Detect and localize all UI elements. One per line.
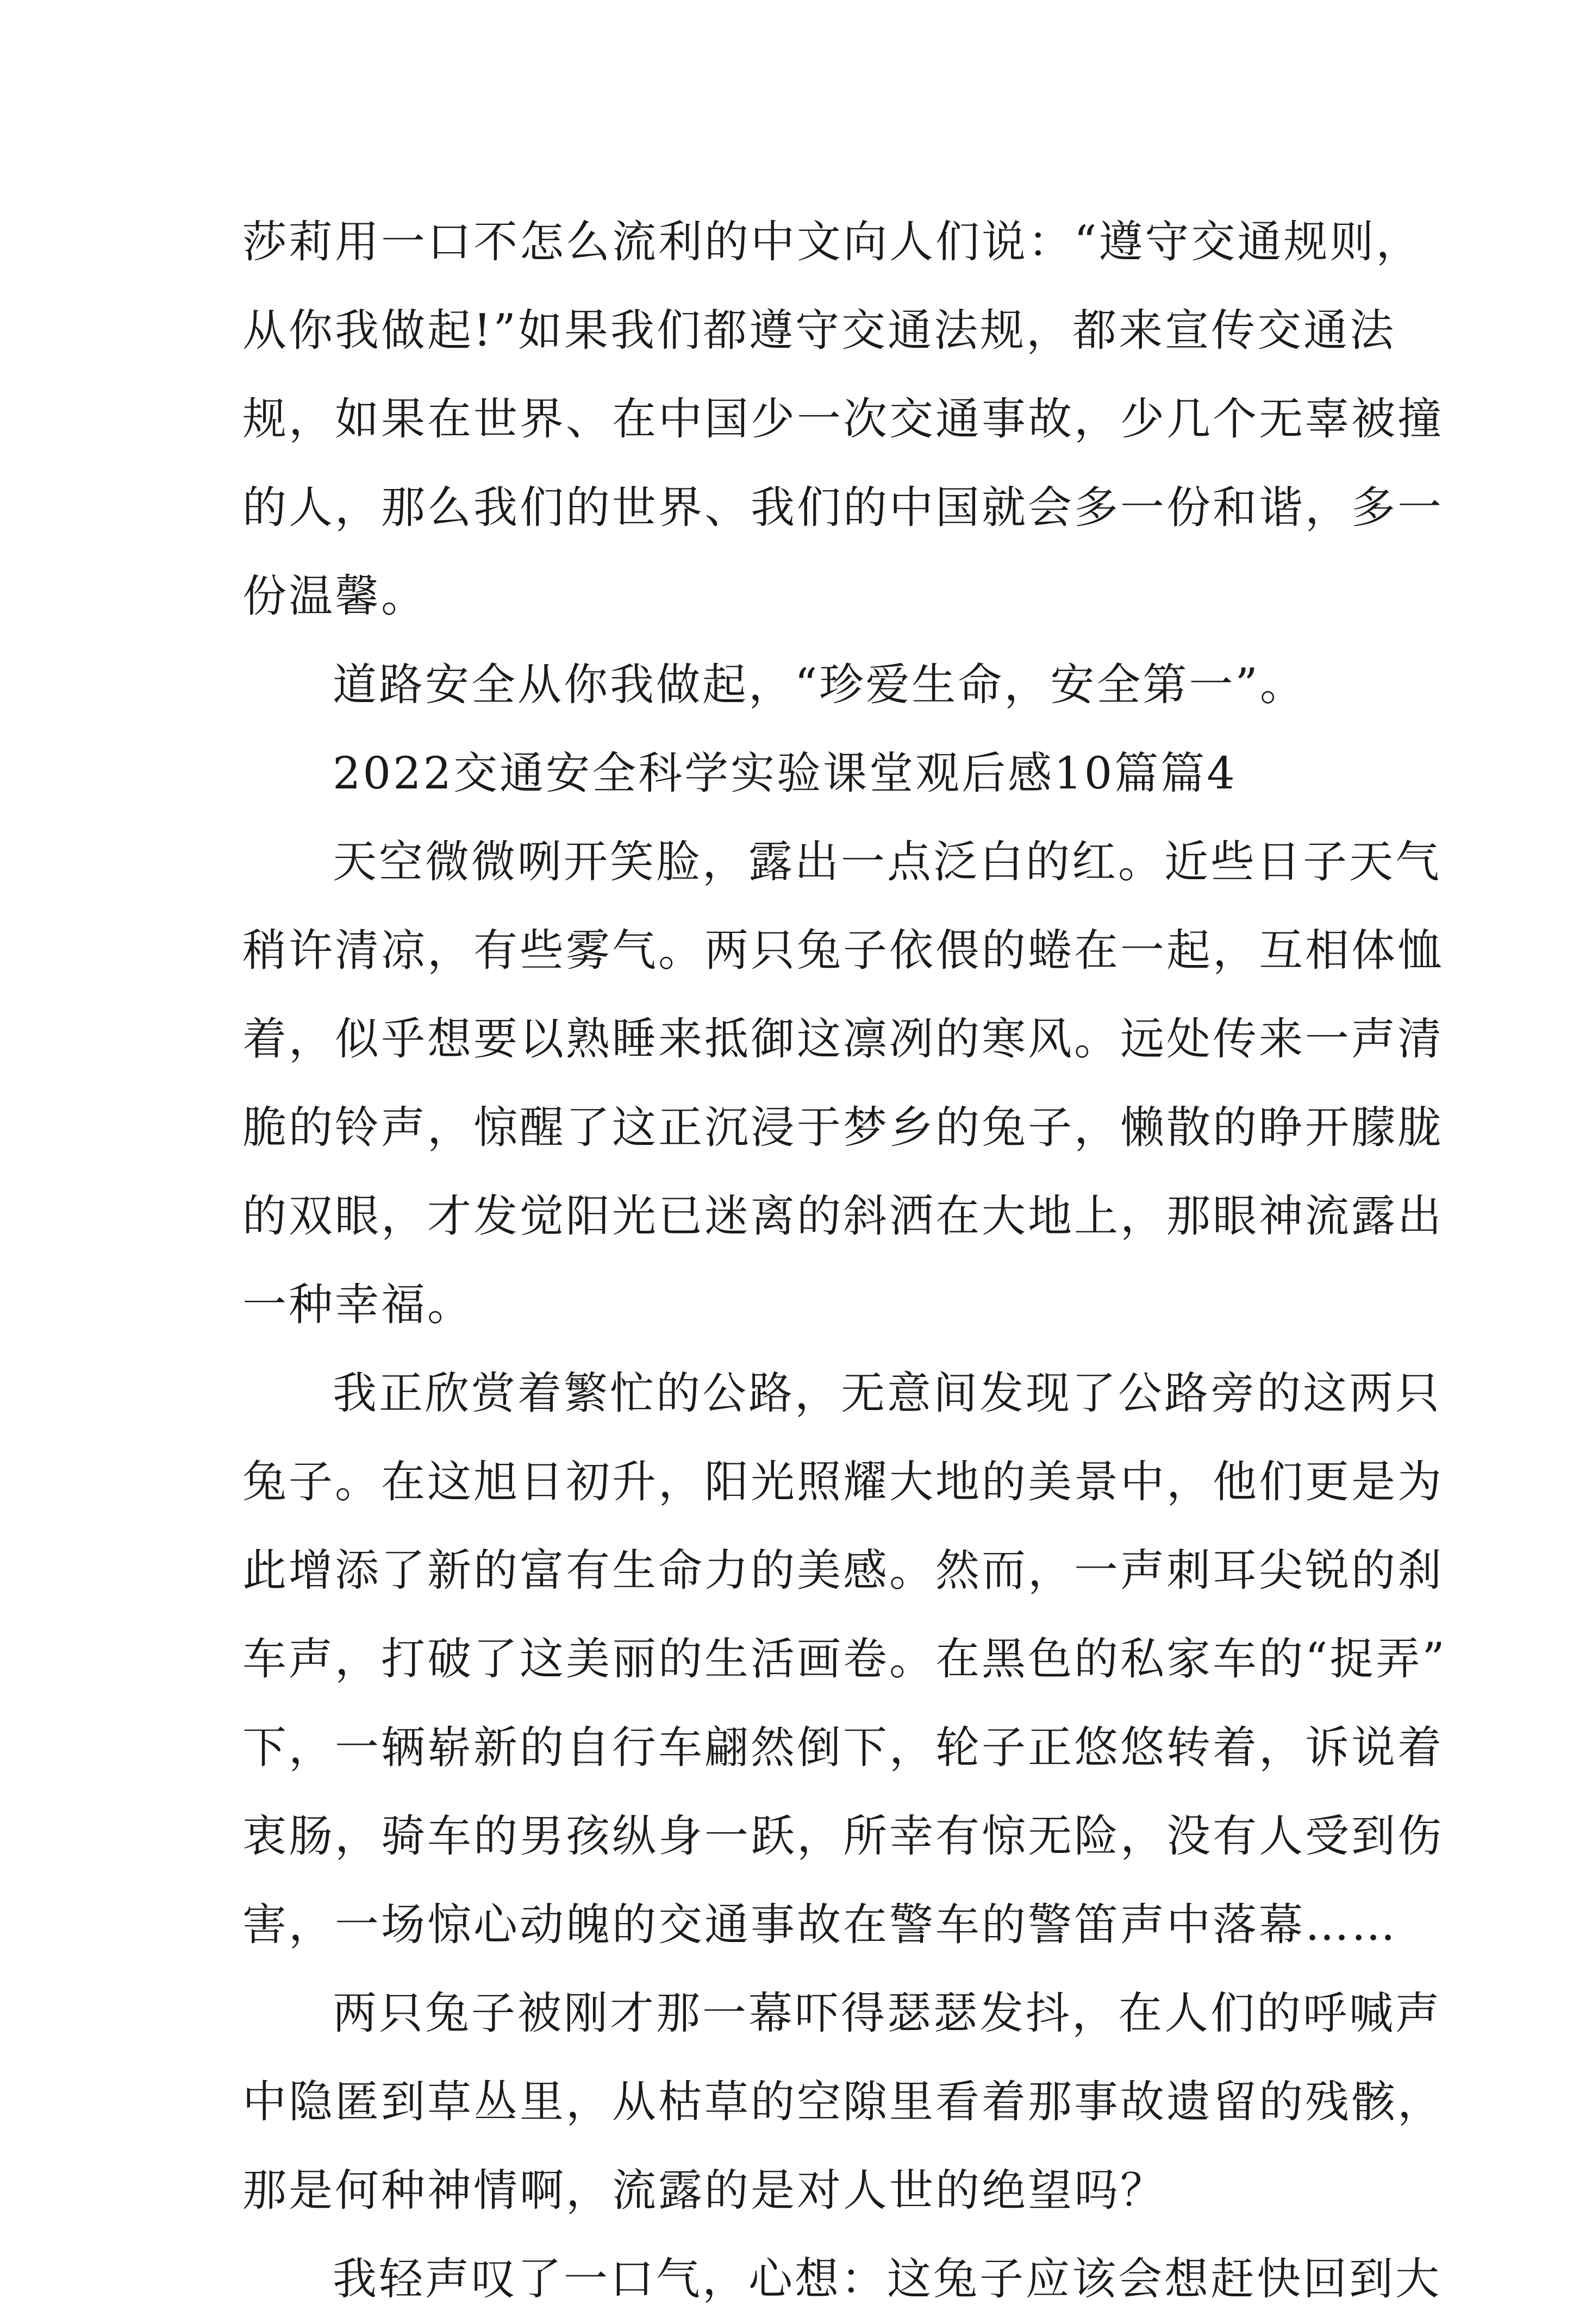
text-line: 衷肠，骑车的男孩纵身一跃，所幸有惊无险，没有人受到伤: [242, 1811, 1444, 1862]
section-heading: 2022交通安全科学实验课堂观后感10篇篇4: [333, 748, 1237, 799]
text-line: 莎莉用一口不怎么流利的中文向人们说：“遵守交通规则，: [242, 217, 1422, 268]
text-line: 下，一辆崭新的自行车翩然倒下，轮子正悠悠转着，诉说着: [242, 1722, 1444, 1774]
text-line: 从你我做起!”如果我们都遵守交通法规，都来宣传交通法: [242, 305, 1396, 356]
text-line: 我正欣赏着繁忙的公路，无意间发现了公路旁的这两只: [333, 1368, 1442, 1419]
text-line: 一种幸福。: [242, 1280, 474, 1331]
text-line: 此增添了新的富有生命力的美感。然而，一声刺耳尖锐的刹: [242, 1545, 1444, 1596]
text-line: 份温馨。: [242, 571, 428, 622]
document-body: [242, 198, 1447, 2324]
text-line: 两只兔子被刚才那一幕吓得瑟瑟发抖，在人们的呼喊声: [333, 1988, 1442, 2039]
text-line: 我轻声叹了一口气，心想：这兔子应该会想赶快回到大: [333, 2254, 1442, 2305]
text-line: 脆的铃声，惊醒了这正沉浸于梦乡的兔子，懒散的睁开朦胧: [242, 1103, 1444, 1154]
text-line: 的双眼，才发觉阳光已迷离的斜洒在大地上，那眼神流露出: [242, 1191, 1444, 1242]
text-line: 中隐匿到草丛里，从枯草的空隙里看着那事故遗留的残骸，: [242, 2077, 1444, 2128]
text-line: 害，一场惊心动魄的交通事故在警车的警笛声中落幕……: [242, 1900, 1398, 1951]
text-line: 的人，那么我们的世界、我们的中国就会多一份和谐，多一: [242, 483, 1444, 534]
text-line: 规，如果在世界、在中国少一次交通事故，少几个无辜被撞: [242, 394, 1444, 445]
text-line: 兔子。在这旭日初升，阳光照耀大地的美景中，他们更是为: [242, 1457, 1444, 1508]
text-line: 道路安全从你我做起，“珍爱生命，安全第一”。: [333, 660, 1306, 711]
text-line: 车声，打破了这美丽的生活画卷。在黑色的私家车的“捉弄”: [242, 1634, 1447, 1685]
text-line: 天空微微咧开笑脸，露出一点泛白的红。近些日子天气: [333, 837, 1442, 888]
text-line: 稍许清凉，有些雾气。两只兔子依偎的蜷在一起，互相体恤: [242, 925, 1444, 976]
text-line: 那是何种神情啊，流露的是对人世的绝望吗？: [242, 2165, 1167, 2216]
text-line: 着，似乎想要以熟睡来抵御这凛冽的寒风。远处传来一声清: [242, 1014, 1444, 1065]
